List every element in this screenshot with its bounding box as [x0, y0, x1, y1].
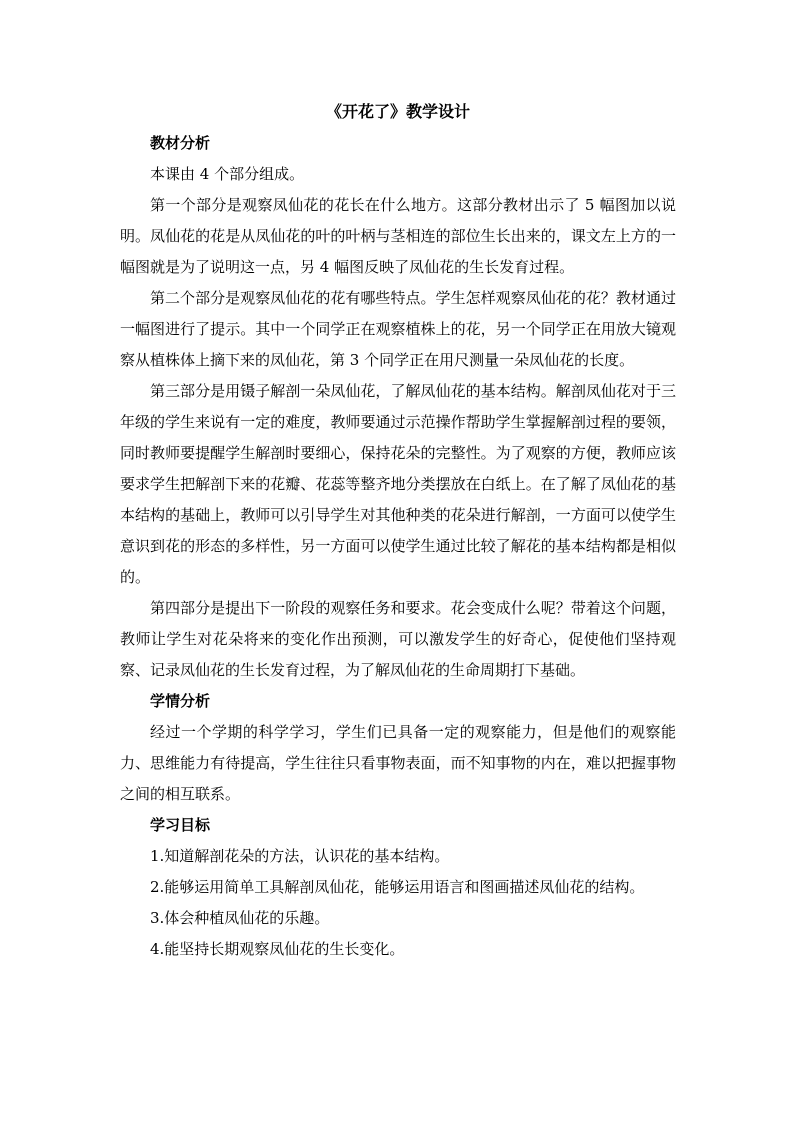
goal-list-item: 2.能够运用简单工具解剖凤仙花，能够运用语言和图画描述凤仙花的结构。	[150, 878, 645, 896]
goal-list-item: 4.能坚持长期观察凤仙花的生长变化。	[150, 940, 405, 958]
paragraph: 经过一个学期的科学学习，学生们已具备一定的观察能力，但是他们的观察能力、思维能力有待提高，学生往往只看事物表面，而不知事物的内在，难以把握事物之间的相互联系。	[120, 723, 676, 803]
section-heading-material-analysis: 教材分析	[150, 134, 211, 152]
paragraph: 第四部分是提出下一阶段的观察任务和要求。花会变成什么呢？带着这个问题，教师让学生对花朵将来的变化作出预测，可以激发学生的好奇心，促使他们坚持观察、记录凤仙花的生长发育过程，为了解凤仙花的生命周期打下基础。	[120, 599, 676, 679]
paragraph: 第一个部分是观察凤仙花的花长在什么地方。这部分教材出示了 5 幅图加以说明。凤仙花的花是从凤仙花的叶的叶柄与茎相连的部位生长出来的，课文左上方的一幅图就是为了说明这一点，另 4 幅图反映了凤仙花的生长发育过程。	[120, 196, 676, 276]
paragraph: 第三部分是用镊子解剖一朵凤仙花，了解凤仙花的基本结构。解剖凤仙花对于三年级的学生来说有一定的难度，教师要通过示范操作帮助学生掌握解剖过程的要领，同时教师要提醒学生解剖时要细心，保持花朵的完整性。为了观察的方便，教师应该要求学生把解剖下来的花瓣、花蕊等整齐地分类摆放在白纸上。在了解了凤仙花的基本结构的基础上，教师可以引导学生对其他种类的花朵进行解剖，一方面可以使学生意识到花的形态的多样性，另一方面可以使学生通过比较了解花的基本结构都是相似的。	[120, 382, 676, 586]
goal-list-item: 3.体会种植凤仙花的乐趣。	[150, 909, 330, 927]
paragraph: 第二个部分是观察凤仙花的花有哪些特点。学生怎样观察凤仙花的花？教材通过一幅图进行了提示。其中一个同学正在观察植株上的花，另一个同学正在用放大镜观察从植株体上摘下来的凤仙花，第 3 个同学正在用尺测量一朵凤仙花的长度。	[120, 289, 676, 369]
document-title: 《开花了》教学设计	[325, 102, 470, 121]
section-heading-learning-goals: 学习目标	[150, 816, 211, 834]
section-heading-learner-analysis: 学情分析	[150, 692, 211, 710]
document-page	[120, 96, 676, 965]
goal-list-item: 1.知道解剖花朵的方法，认识花的基本结构。	[150, 847, 450, 865]
paragraph: 本课由 4 个部分组成。	[150, 165, 305, 183]
